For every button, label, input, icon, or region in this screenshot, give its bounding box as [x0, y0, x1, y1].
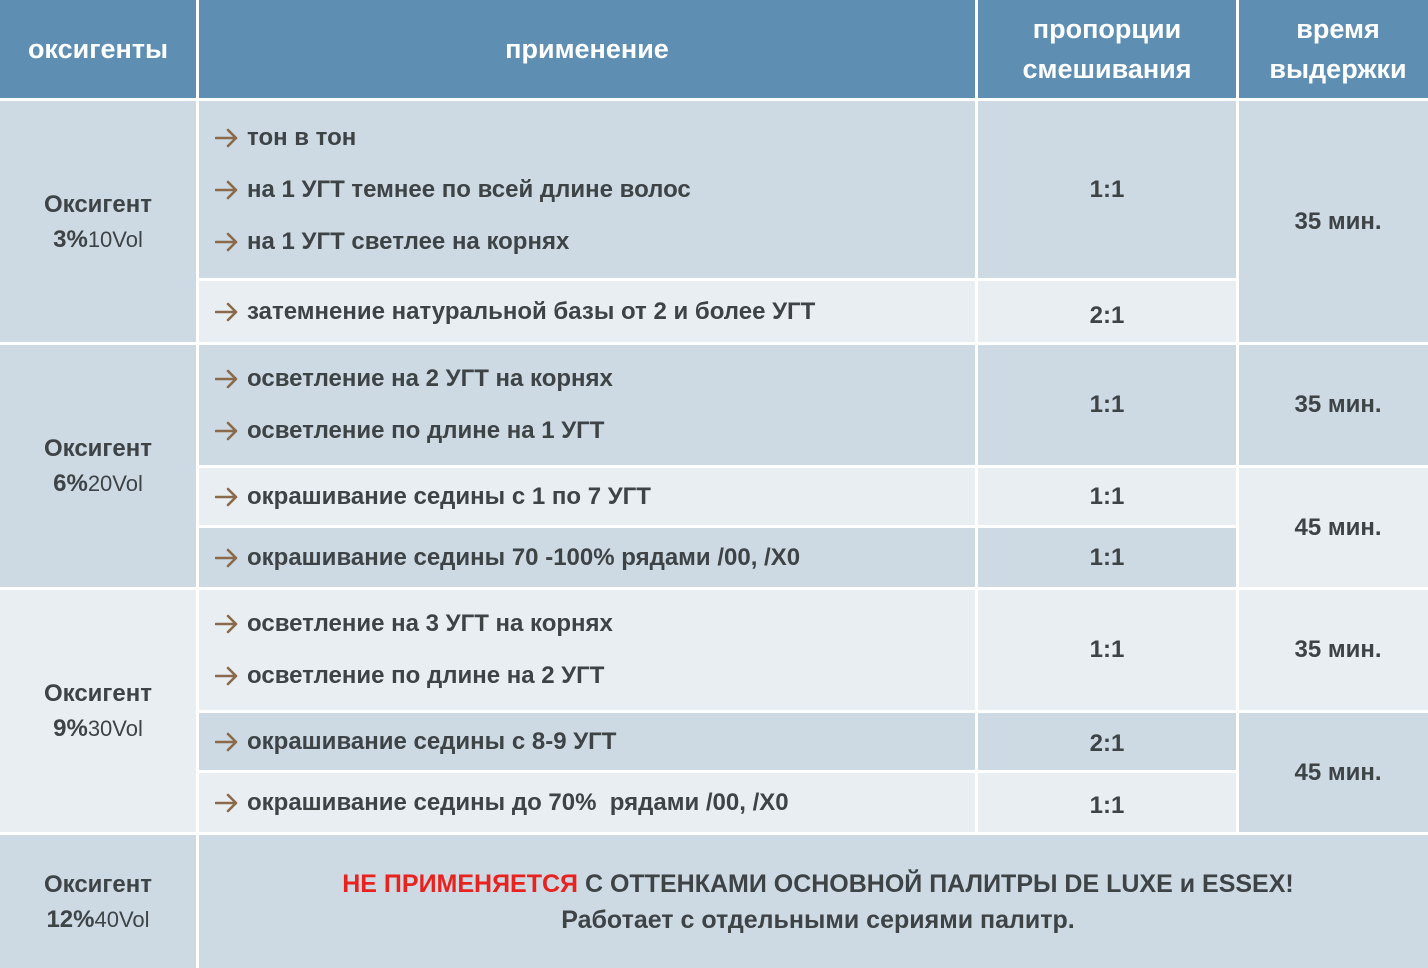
list-item: на 1 УГТ темнее по всей длине волос: [215, 164, 691, 216]
arrow-right-icon: [215, 732, 239, 752]
arrow-right-icon: [215, 421, 239, 441]
arrow-right-icon: [215, 128, 239, 148]
arrow-right-icon: [215, 232, 239, 252]
application-cell: [199, 101, 975, 278]
application-cell: [199, 281, 975, 342]
oxidant-3-percent: [0, 101, 196, 342]
ratio-cell: 1:1: [978, 590, 1236, 710]
oxidant-percent: 12%: [46, 905, 95, 933]
application-cell: [199, 590, 975, 710]
time-cell: 35 мин.: [1239, 590, 1428, 710]
oxidant-12-percent: [0, 835, 196, 968]
arrow-right-icon: [215, 793, 239, 813]
arrow-right-icon: [215, 666, 239, 686]
list-item: на 1 УГТ светлее на корнях: [215, 216, 569, 268]
list-item: тон в тон: [215, 112, 356, 164]
header-application: применение: [199, 0, 975, 98]
ratio-cell: 2:1: [978, 281, 1236, 342]
arrow-right-icon: [215, 302, 239, 322]
list-item: осветление на 3 УГТ на корнях: [215, 598, 613, 650]
arrow-right-icon: [215, 548, 239, 568]
application-cell: [199, 773, 975, 832]
warning-line2: Работает с отдельными сериями палитр.: [561, 905, 1075, 934]
application-cell: [199, 468, 975, 525]
oxidant-name: Оксигент: [43, 190, 153, 218]
oxidant-vol: 10Vol: [87, 226, 143, 252]
oxidant-vol: 30Vol: [87, 716, 143, 741]
list-item: окрашивание седины с 1 по 7 УГТ: [215, 471, 651, 523]
ratio-cell: 1:1: [978, 101, 1236, 278]
warning-text: НЕ ПРИМЕНЯЕТСЯ: [342, 869, 579, 898]
oxidant-name: Оксигент: [43, 870, 153, 898]
arrow-right-icon: [215, 180, 239, 200]
arrow-right-icon: [215, 614, 239, 634]
oxidant-name: Оксигент: [43, 680, 153, 707]
application-cell: [199, 345, 975, 465]
arrow-right-icon: [215, 487, 239, 507]
warning-rest: С ОТТЕНКАМИ ОСНОВНОЙ ПАЛИТРЫ DE LUXE и ESSEX!: [578, 869, 1294, 898]
time-cell: 35 мин.: [1239, 345, 1428, 465]
list-item: окрашивание седины до 70% рядами /00, /X0: [215, 777, 789, 829]
ratio-cell: 1:1: [978, 468, 1236, 525]
header-time: время выдержки: [1239, 0, 1428, 98]
ratio-cell: 1:1: [978, 773, 1236, 832]
oxidant-vol: 40Vol: [94, 906, 150, 932]
oxidant-percent: 6%: [53, 470, 88, 497]
list-item: осветление на 2 УГТ на корнях: [215, 353, 613, 405]
list-item: осветление по длине на 1 УГТ: [215, 405, 604, 457]
time-cell: 45 мин.: [1239, 468, 1428, 587]
header-oxidants: оксигенты: [0, 0, 196, 98]
time-cell: 35 мин.: [1239, 101, 1428, 342]
time-cell: 45 мин.: [1239, 713, 1428, 832]
header-proportions: пропорции смешивания: [978, 0, 1236, 98]
oxidant-9-percent: [0, 590, 196, 832]
oxidant-vol: 20Vol: [87, 471, 143, 496]
list-item: затемнение натуральной базы от 2 и более УГТ: [215, 286, 815, 338]
ratio-cell: 1:1: [978, 345, 1236, 465]
list-item: осветление по длине на 2 УГТ: [215, 650, 604, 702]
application-cell: [199, 528, 975, 587]
oxidant-percent: 9%: [53, 715, 88, 742]
ratio-cell: 1:1: [978, 528, 1236, 587]
oxidant-percent: 3%: [53, 225, 88, 253]
oxidant-6-percent: [0, 345, 196, 587]
application-cell: [199, 713, 975, 770]
arrow-right-icon: [215, 369, 239, 389]
list-item: окрашивание седины 70 -100% рядами /00, /X0: [215, 532, 800, 584]
ratio-cell: 2:1: [978, 713, 1236, 770]
warning-note: [199, 835, 1428, 968]
oxidant-name: Оксигент: [43, 435, 153, 462]
list-item: окрашивание седины с 8-9 УГТ: [215, 716, 616, 768]
